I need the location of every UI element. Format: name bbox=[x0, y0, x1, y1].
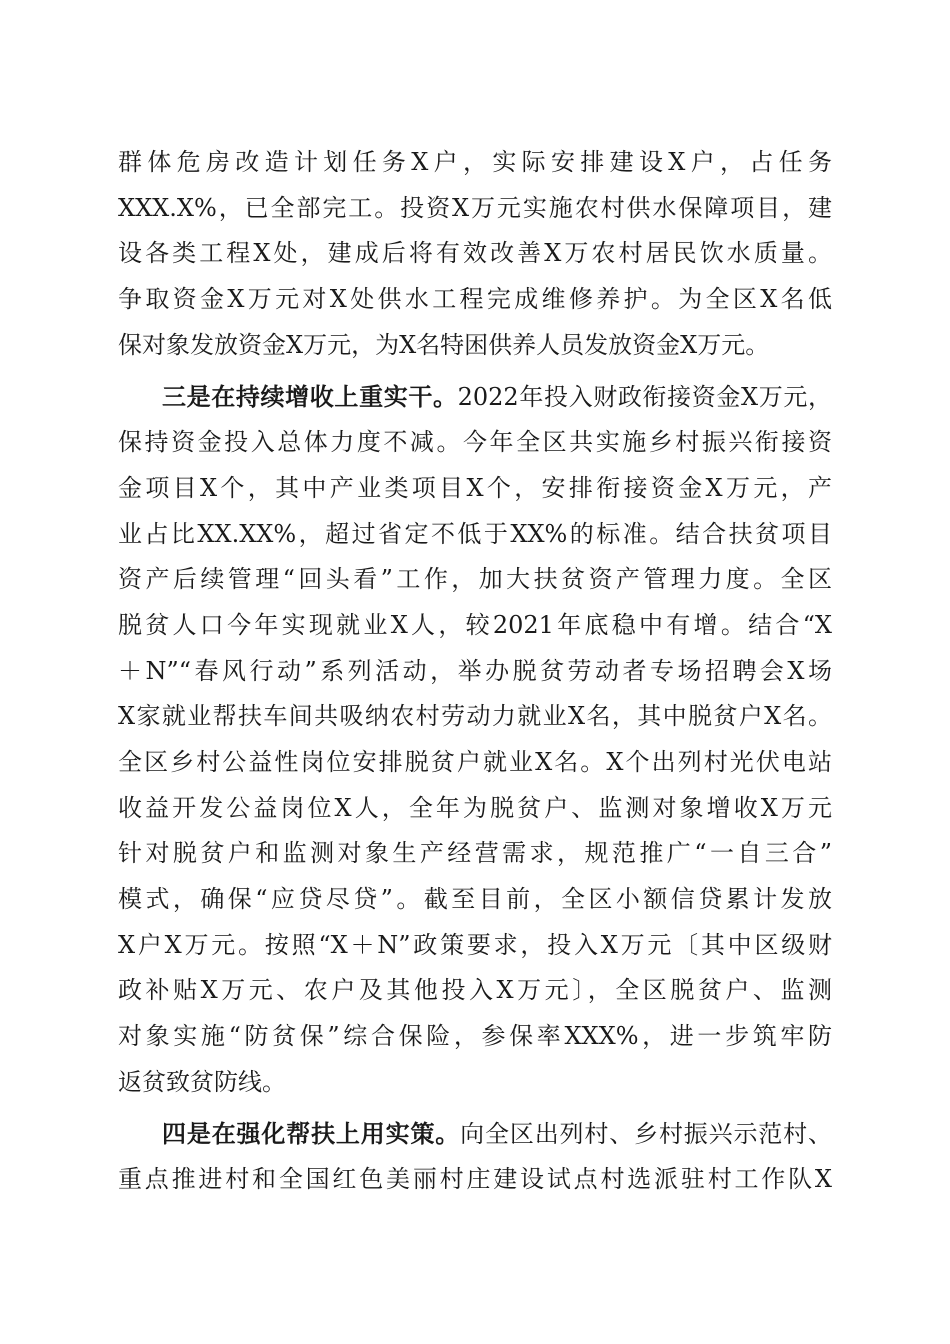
text-line: 保持资金投入总体力度不减。今年全区共实施乡村振兴衔接资 bbox=[118, 428, 832, 457]
text-line: 全区乡村公益性岗位安排脱贫户就业X名。X个出列村光伏电站 bbox=[118, 747, 832, 776]
paragraph-lead-heading: 四是在强化帮扶上用实策。 bbox=[162, 1119, 461, 1149]
text-line: 资产后续管理“回头看”工作，加大扶贫资产管理力度。全区 bbox=[118, 565, 832, 594]
text-line: 金项目X个，其中产业类项目X个，安排衔接资金X万元，产 bbox=[118, 473, 832, 502]
text-line: 设各类工程X处，建成后将有效改善X万农村居民饮水质量。 bbox=[118, 239, 832, 268]
text-line: X家就业帮扶车间共吸纳农村劳动力就业X名，其中脱贫户X名。 bbox=[118, 702, 832, 731]
text-line: 重点推进村和全国红色美丽村庄建设试点村选派驻村工作队X bbox=[118, 1165, 832, 1194]
text-line: 保对象发放资金X万元，为X名特困供养人员发放资金X万元。 bbox=[118, 330, 770, 359]
text-line: XXX.X%，已全部完工。投资X万元实施农村供水保障项目，建 bbox=[118, 193, 832, 222]
text-line: 模式，确保“应贷尽贷”。截至目前，全区小额信贷累计发放 bbox=[118, 885, 832, 913]
paragraph-income-increase bbox=[118, 374, 832, 1105]
text-line: 收益开发公益岗位X人，全年为脱贫户、监测对象增收X万元 bbox=[118, 793, 832, 822]
document-body bbox=[118, 140, 832, 1203]
text-line bbox=[118, 374, 832, 420]
text-line: X户X万元。按照“X＋N”政策要求，投入X万元〔其中区级财 bbox=[118, 930, 832, 959]
text-line: 业占比XX.XX%，超过省定不低于XX%的标准。结合扶贫项目 bbox=[118, 519, 832, 548]
paragraph-first-line-text: 向全区出列村、乡村振兴示范村、 bbox=[460, 1120, 833, 1149]
text-line: 争取资金X万元对X处供水工程完成维修养护。为全区X名低 bbox=[118, 285, 832, 314]
text-line bbox=[118, 1111, 832, 1157]
paragraph-lead-heading: 三是在持续增收上重实干。 bbox=[162, 382, 458, 412]
paragraph-housing-water bbox=[118, 140, 832, 368]
text-line: 政补贴X万元、农户及其他投入X万元〕，全区脱贫户、监测 bbox=[118, 976, 832, 1005]
paragraph-assistance bbox=[118, 1111, 832, 1202]
text-line: 脱贫人口今年实现就业X人，较2021年底稳中有增。结合“X bbox=[118, 610, 832, 639]
text-line: ＋N”“春风行动”系列活动，举办脱贫劳动者专场招聘会X场 bbox=[118, 656, 832, 685]
text-line: 返贫致贫防线。 bbox=[118, 1067, 286, 1096]
text-line: 针对脱贫户和监测对象生产经营需求，规范推广“一自三合” bbox=[118, 839, 832, 868]
text-line: 群体危房改造计划任务X户，实际安排建设X户，占任务 bbox=[118, 148, 832, 176]
text-line: 对象实施“防贫保”综合保险，参保率XXX%，进一步筑牢防 bbox=[118, 1022, 832, 1051]
paragraph-first-line-text: 2022年投入财政衔接资金X万元， bbox=[457, 383, 833, 412]
